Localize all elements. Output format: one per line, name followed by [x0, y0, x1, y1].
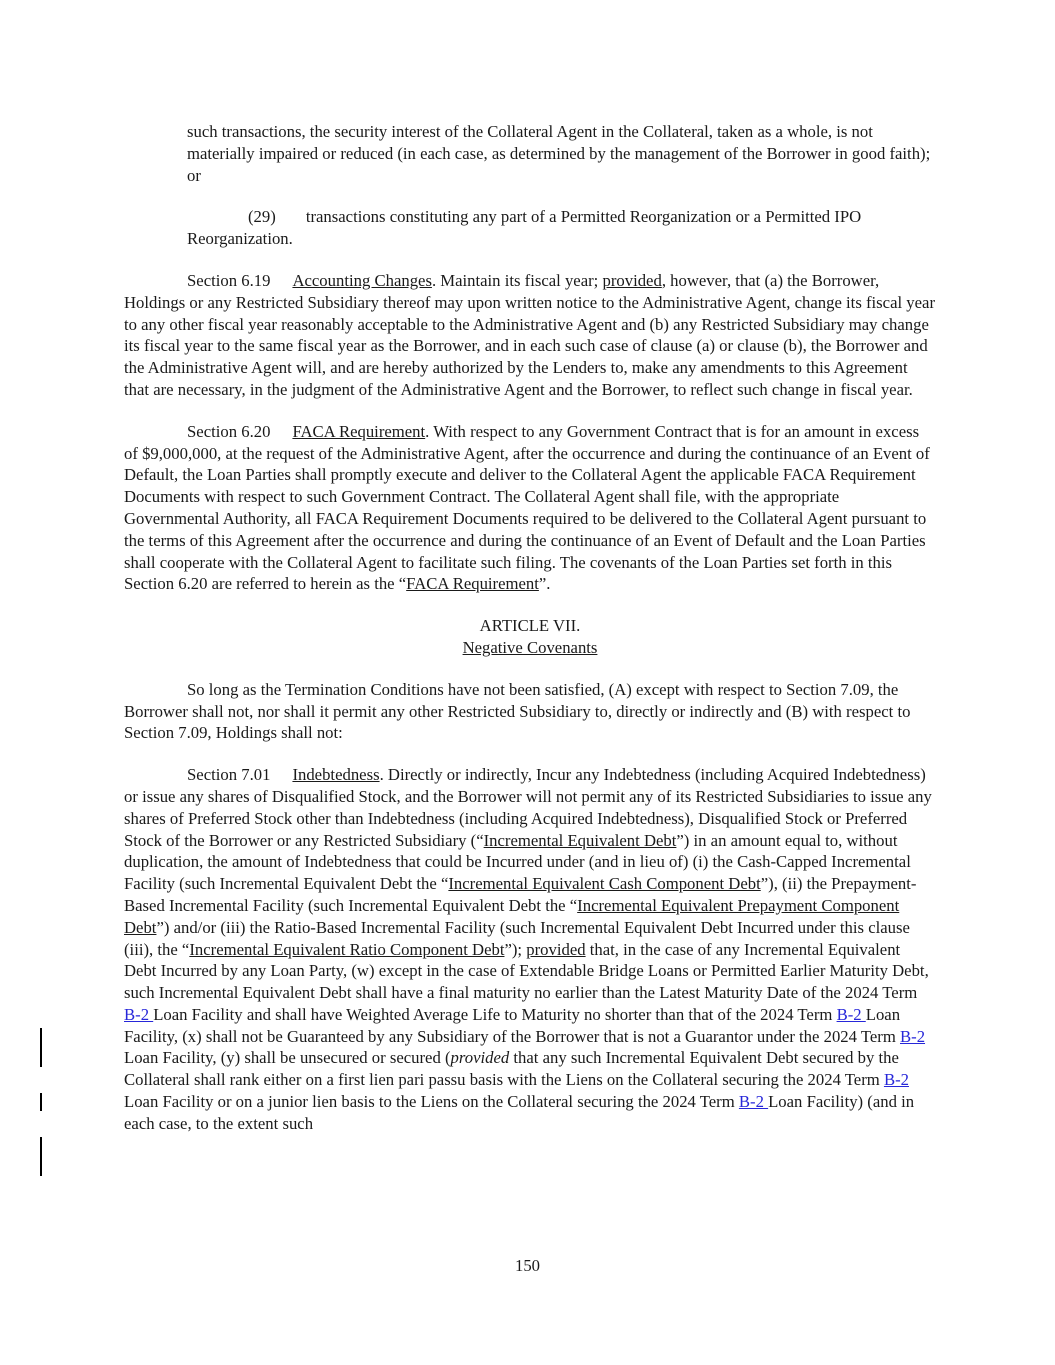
text-run: that, in the case of any Incremental Equivalent Debt Incurred by any Loan Party, (w) except in the case of Extendable Bridge Loans or Permitted Earlier Maturity Debt, such Incremental Equivalent Debt shall have a final maturity no earlier than the Latest Maturity Date of the 2024 Term: [124, 939, 929, 1003]
paragraph-section-6-19: [124, 270, 936, 401]
underlined-term: provided: [602, 270, 662, 290]
text-run: (29): [248, 207, 276, 227]
paragraph-article-vii-intro: [124, 679, 936, 744]
paragraph-clause-29: [187, 206, 936, 250]
paragraph-section-7-01: [124, 764, 936, 1135]
revision-change-bar: [40, 1137, 42, 1177]
text-run: . Maintain its fiscal year;: [431, 270, 603, 290]
text-run: ”.: [538, 574, 551, 594]
revision-change-bar: [40, 1028, 42, 1068]
text-run: transactions constituting any part of a Permitted Reorganization or a Permitted IPO Reorganization.: [187, 207, 862, 249]
underlined-term: FACA Requirement: [406, 574, 539, 594]
italic-term: provided: [450, 1048, 510, 1068]
inserted-text: B-2: [836, 1004, 866, 1024]
text-run: Section 6.20: [187, 421, 271, 441]
text-run: Loan Facility or on a junior lien basis to the Liens on the Collateral securing the 2024 Term: [124, 1092, 739, 1112]
underlined-term: Indebtedness: [292, 765, 380, 785]
inserted-text: B-2: [883, 1070, 909, 1090]
text-run: ”) and/or (iii) the Ratio-Based Incremental Facility (such Incremental Equivalent Debt Incurred under this clause (iii), the “: [124, 917, 910, 959]
article-title: ARTICLE VII.: [479, 616, 581, 636]
paragraph-clause-28-continuation: [187, 121, 936, 186]
inserted-text: B-2: [900, 1026, 926, 1046]
underlined-term: Incremental Equivalent Prepayment Component Debt: [124, 895, 900, 937]
underlined-term: Incremental Equivalent Cash Component Debt: [448, 874, 761, 894]
text-run: Loan Facility) (and in each case, to the extent such: [124, 1092, 915, 1133]
text-run: , however, that (a) the Borrower, Holdings or any Restricted Subsidiary thereof may upon written notice to the Administrative Agent, change its fiscal year to any other fiscal year reasonably acceptable to the Administrative Agent and (b) any Restricted Subsidiary may change its fiscal year to the same fiscal year as the Borrower, and in each such case of clause (a) or clause (b), the Borrower and the Administrative Agent will, and are hereby authorized by the Lenders to, make any amendments to this Agreement that are necessary, in the judgment of the Administrative Agent and the Borrower, to reflect such change in fiscal year.: [124, 270, 936, 399]
text-run: . Directly or indirectly, Incur any Indebtedness (including Acquired Indebtedness) or issue any shares of Disqualified Stock, and the Borrower will not permit any of its Restricted Subsidiaries to issue any shares of Preferred Stock other than Indebtedness (including Acquired Indebtedness), Disqualified Stock or Preferred Stock of the Borrower or any Restricted Subsidiary (“: [124, 765, 932, 850]
underlined-term: Incremental Equivalent Debt: [483, 830, 677, 850]
revision-change-bar: [40, 1093, 42, 1111]
text-run: ”) in an amount equal to, without duplication, the amount of Indebtedness that could be Incurred under (and in lieu of) (i) the Cash-Capped Incremental Facility (such Incremental Equivalent Debt the “: [124, 830, 911, 894]
document-body: [124, 121, 936, 1135]
heading-line: [124, 637, 936, 659]
text-run: So long as the Termination Conditions have not been satisfied, (A) except with respect to Section 7.09, the Borrower shall not, nor shall it permit any other Restricted Subsidiary to, directly or indirectly and (B) with respect to Section 7.09, Holdings shall not:: [124, 679, 911, 743]
inserted-text: B-2: [124, 1004, 154, 1024]
heading-line: [124, 615, 936, 637]
underlined-term: provided: [526, 939, 586, 959]
inserted-text: B-2: [738, 1092, 769, 1112]
underlined-term: Accounting Changes: [292, 270, 432, 290]
text-run: Section 6.19: [187, 270, 271, 290]
text-run: Section 7.01: [187, 765, 271, 785]
text-run: Loan Facility and shall have Weighted Average Life to Maturity no shorter than that of the 2024 Term: [153, 1004, 837, 1024]
text-run: that any such Incremental Equivalent Debt secured by the Collateral shall rank either on a first lien pari passu basis with the Liens on the Collateral securing the 2024 Term: [124, 1048, 899, 1090]
article-subtitle: Negative Covenants: [462, 637, 598, 657]
text-run: such transactions, the security interest of the Collateral Agent in the Collateral, taken as a whole, is not materially impaired or reduced (in each case, as determined by the management of the Borrower in good faith); or: [187, 122, 931, 185]
text-run: ”);: [504, 939, 527, 959]
text-run: Loan Facility, (y) shall be unsecured or secured (: [124, 1048, 451, 1068]
underlined-term: Incremental Equivalent Ratio Component Debt: [189, 939, 505, 959]
underlined-term: FACA Requirement: [292, 421, 426, 441]
paragraph-section-6-20: [124, 421, 936, 595]
page-footer: [0, 1255, 1055, 1277]
text-run: Loan Facility, (x) shall not be Guaranteed by any Subsidiary of the Borrower that is not a Guarantor under the 2024 Term: [124, 1004, 901, 1046]
text-run: . With respect to any Government Contract that is for an amount in excess of $9,000,000, at the request of the Administrative Agent, after the occurrence and during the continuance of an Event of Default, the Loan Parties shall promptly execute and deliver to the Collateral Agent the applicable FACA Requirement Documents with respect to such Government Contract. The Collateral Agent shall file, with the appropriate Governmental Authority, all FACA Requirement Documents required to be delivered to the Collateral Agent pursuant to the terms of this Agreement after the occurrence and during the continuance of an Event of Default and the Loan Parties shall cooperate with the Collateral Agent to facilitate such filing. The covenants of the Loan Parties set forth in this Section 6.20 are referred to herein as the “: [124, 421, 930, 594]
paragraph-article-vii-heading: [124, 615, 936, 659]
page-number: 150: [514, 1256, 541, 1275]
text-run: ”), (ii) the Prepayment-Based Incremental Facility (such Incremental Equivalent Debt the “: [124, 874, 917, 915]
